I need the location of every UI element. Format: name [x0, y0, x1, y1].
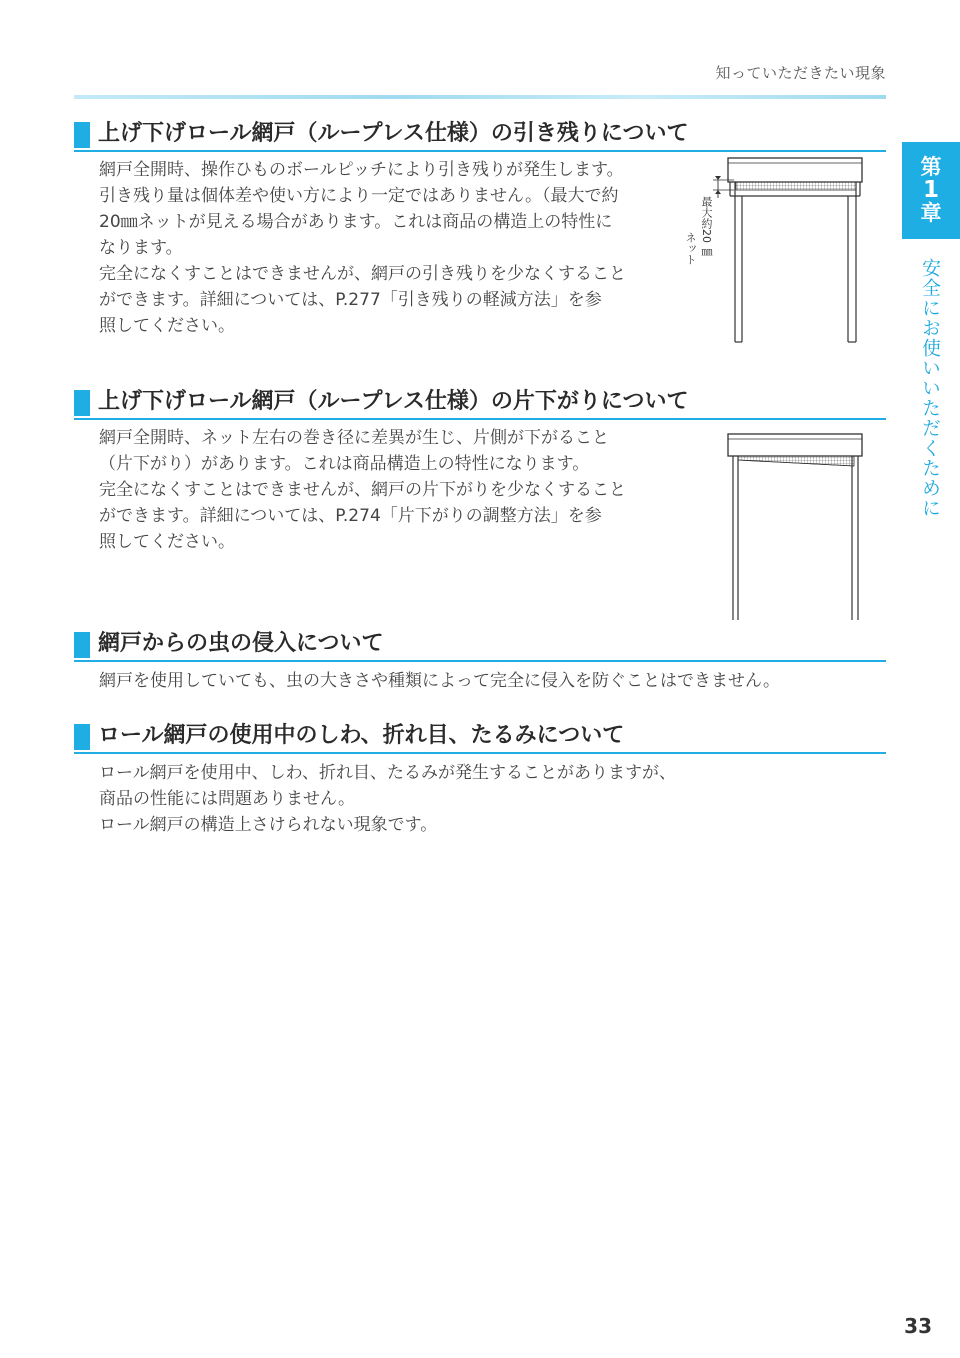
body-line: 照してください。 [99, 532, 235, 552]
title-marker [74, 122, 90, 148]
body-line: 網戸全開時、ネット左右の巻き径に差異が生じ、片側が下がること [99, 428, 609, 448]
section-title-text: 上げ下げロール網戸（ループレス仕様）の引き残りについて [98, 121, 689, 146]
body-line: 網戸を使用していても、虫の大きさや種類によって完全に侵入を防ぐことはできません。 [99, 671, 781, 691]
section-title [74, 388, 886, 420]
header-rule [74, 95, 886, 99]
page-number: 33 [904, 1314, 932, 1338]
body-line: 20㎜ネットが見える場合があります。これは商品の構造上の特性に [99, 212, 613, 232]
body-line: ができます。詳細については、P.277「引き残りの軽減方法」を参 [99, 290, 602, 310]
chapter-title: 安全にお使いいただくために [919, 258, 941, 518]
chapter-prefix: 第 [920, 155, 942, 179]
title-marker [74, 390, 90, 416]
body-line: ロール網戸を使用中、しわ、折れ目、たるみが発生することがありますが、 [99, 763, 676, 783]
chapter-number: 1 [922, 177, 939, 204]
one-sided-sag-figure [726, 430, 866, 622]
max-distance-label: 最大約20 ㎜ [700, 196, 713, 258]
section-body [99, 425, 626, 555]
body-line: 照してください。 [99, 316, 235, 336]
section-title [74, 630, 886, 662]
net-label: ネット [684, 232, 697, 265]
one-sided-sag-diagram [726, 430, 866, 622]
body-line: 完全になくすことはできませんが、網戸の片下がりを少なくすること [99, 480, 626, 500]
section-insect-entry [74, 630, 886, 691]
section-body [99, 157, 626, 339]
remaining-net-diagram [680, 152, 870, 350]
section-body [99, 760, 676, 838]
title-marker [74, 632, 90, 658]
running-title: 知っていただきたい現象 [715, 64, 886, 82]
body-line: 網戸全開時、操作ひものボールピッチにより引き残りが発生します。 [99, 160, 624, 180]
chapter-tab[interactable] [902, 142, 960, 239]
chapter-suffix: 章 [920, 201, 942, 226]
section-title [74, 120, 886, 152]
body-line: 引き残り量は個体差や使い方により一定ではありません。（最大で約 [99, 186, 619, 206]
body-line: ロール網戸の構造上さけられない現象です。 [99, 815, 438, 835]
body-line: 商品の性能には問題ありません。 [99, 789, 356, 809]
section-body [99, 668, 780, 694]
section-title-text: 上げ下げロール網戸（ループレス仕様）の片下がりについて [98, 389, 689, 414]
body-line: なります。 [99, 238, 183, 258]
section-title-text: ロール網戸の使用中のしわ、折れ目、たるみについて [98, 723, 625, 748]
section-title-text: 網戸からの虫の侵入について [98, 631, 384, 656]
section-one-sided-sag [74, 388, 886, 552]
title-marker [74, 724, 90, 750]
body-line: （片下がり）があります。これは商品構造上の特性になります。 [99, 454, 590, 474]
body-line: 完全になくすことはできませんが、網戸の引き残りを少なくすること [99, 264, 626, 284]
section-wrinkles [74, 722, 886, 835]
section-title [74, 722, 886, 754]
body-line: ができます。詳細については、P.274「片下がりの調整方法」を参 [99, 506, 602, 526]
